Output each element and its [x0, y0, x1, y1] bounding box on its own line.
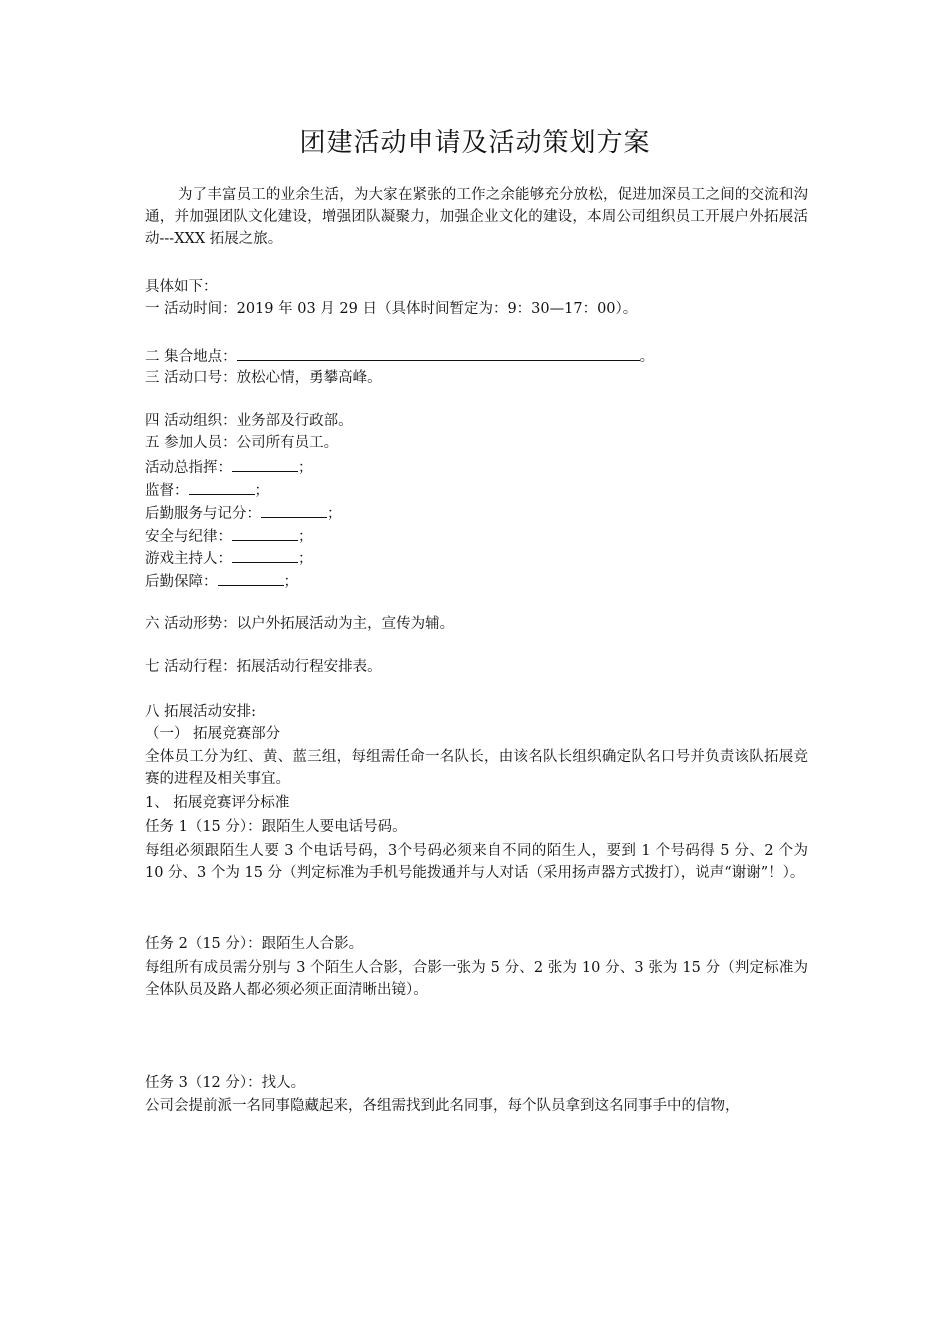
- role-end: ；: [254, 483, 269, 499]
- role-blank: [232, 455, 298, 472]
- role-blank: [189, 478, 255, 495]
- task-1-text: 每组必须跟陌生人要 3 个电话号码，3个号码必须来自不同的陌生人，要到 1 个号码得 5 分、2 个为 10 分、3 个为 15 分（判定标准为手机号能拨通并与人对话（采用扬声器方式拨打），说声“谢谢”！）。: [145, 843, 808, 881]
- section-2-location: [145, 344, 654, 368]
- section-5-participants: 五 参加人员：公司所有员工。: [145, 435, 339, 451]
- intro-paragraph: 为了丰富员工的业余生活，为大家在紧张的工作之余能够充分放松，促进加深员工之间的交流和沟通，并加强团队文化建设，增强团队凝聚力，加强企业文化的建设，本周公司组织员工开展户外拓展活动---XXX 拓展之旅。: [145, 187, 808, 247]
- role-supervisor: [145, 478, 269, 502]
- role-end: ；: [298, 460, 313, 476]
- role-label: 活动总指挥：: [145, 460, 232, 476]
- task-2-text: 每组所有成员需分别与 3 个陌生人合影，合影一张为 5 分、2 张为 10 分、3 张为 15 分（判定标准为全体队员及路人都必须必须正面清晰出镜）。: [145, 960, 808, 998]
- role-commander: [145, 455, 313, 479]
- section-8-arrangement: 八 拓展活动安排:: [145, 704, 256, 720]
- role-end: ；: [327, 506, 342, 522]
- location-label: 二 集合地点：: [145, 349, 237, 365]
- role-safety: [145, 524, 313, 548]
- task-2-title: 任务 2（15 分）：跟陌生人合影。: [145, 936, 364, 952]
- role-label: 游戏主持人：: [145, 551, 232, 567]
- role-label: 后勤保障：: [145, 574, 218, 590]
- role-host: [145, 546, 313, 570]
- task-3-title: 任务 3（12 分）：找人。: [145, 1075, 306, 1091]
- section-1-time: 一 活动时间：2019 年 03 月 29 日（具体时间暂定为：9：30—17：00）。: [145, 301, 638, 317]
- role-end: ；: [298, 551, 313, 567]
- page-title: 团建活动申请及活动策划方案: [299, 128, 651, 158]
- role-blank: [218, 569, 284, 586]
- role-logistics-scoring: [145, 501, 342, 525]
- location-end: 。: [639, 349, 655, 365]
- task-3-text: 公司会提前派一名同事隐藏起来，各组需找到此名同事，每个队员拿到这名同事手中的信物，: [145, 1098, 740, 1114]
- role-logistics-support: [145, 569, 298, 593]
- location-blank: [237, 344, 640, 361]
- role-end: ；: [298, 529, 313, 545]
- subsection-competition: （一） 拓展竞赛部分: [145, 726, 281, 742]
- competition-paragraph: 全体员工分为红、黄、蓝三组，每组需任命一名队长，由该名队长组织确定队名口号并负责该队拓展竞赛的进程及相关事宜。: [145, 749, 808, 787]
- role-blank: [261, 501, 327, 518]
- section-6-format: 六 活动形势：以户外拓展活动为主，宣传为辅。: [145, 616, 455, 632]
- role-end: ；: [283, 574, 298, 590]
- section-7-schedule: 七 活动行程：拓展活动行程安排表。: [145, 659, 382, 675]
- role-label: 后勤服务与记分：: [145, 506, 261, 522]
- role-label: 安全与纪律：: [145, 529, 232, 545]
- section-3-slogan: 三 活动口号：放松心情，勇攀高峰。: [145, 370, 382, 386]
- role-blank: [232, 524, 298, 541]
- role-blank: [232, 546, 298, 563]
- task-1-title: 任务 1（15 分）：跟陌生人要电话号码。: [145, 819, 407, 835]
- scoring-criteria-heading: 1、 拓展竞赛评分标准: [145, 795, 290, 811]
- role-label: 监督：: [145, 483, 189, 499]
- details-heading: 具体如下：: [145, 279, 218, 295]
- section-4-organizer: 四 活动组织：业务部及行政部。: [145, 413, 353, 429]
